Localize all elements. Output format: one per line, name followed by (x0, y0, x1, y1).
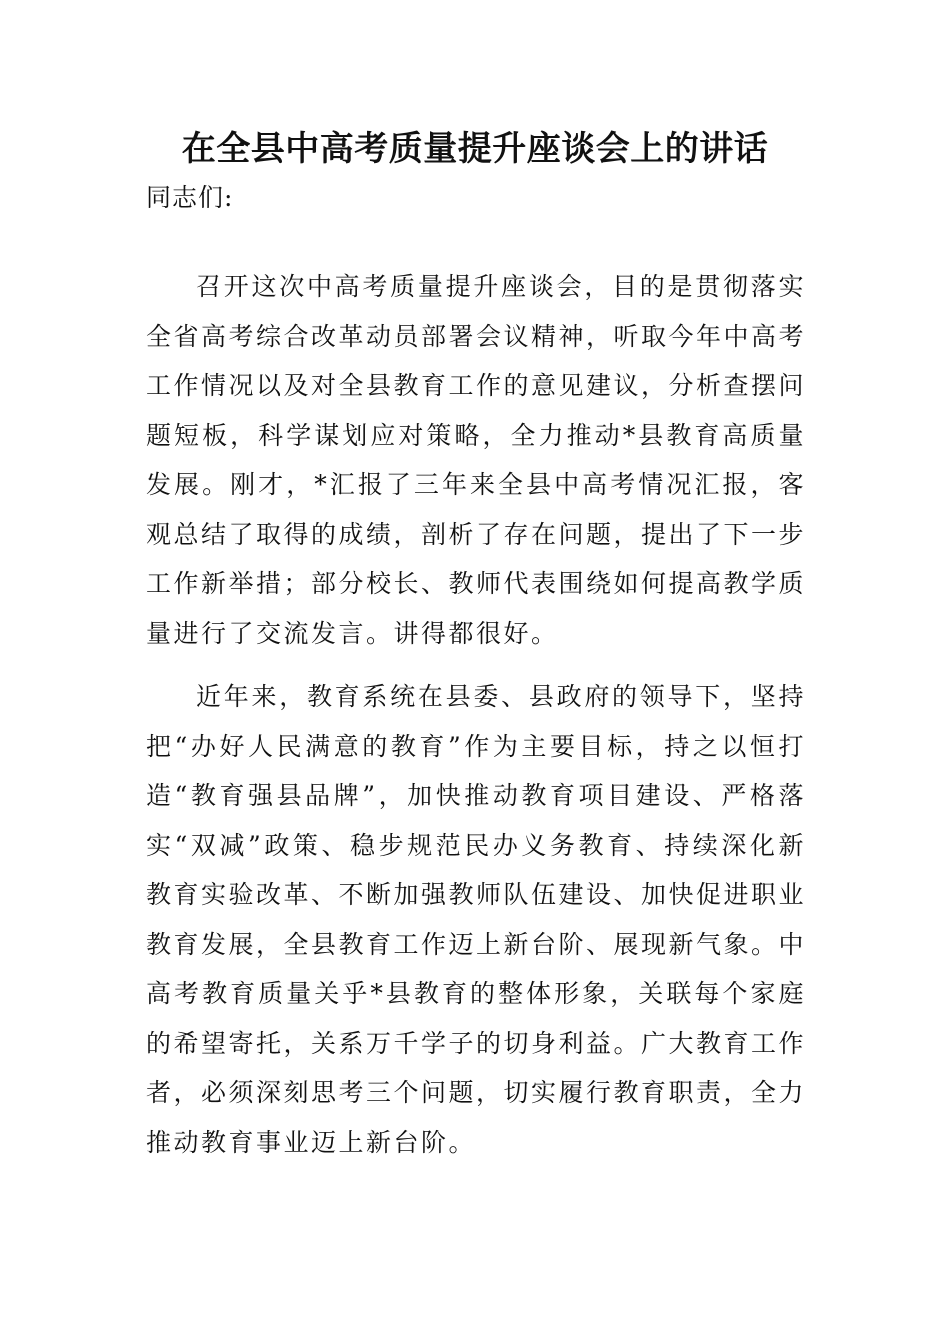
paragraph-1: 召开这次中高考质量提升座谈会，目的是贯彻落实全省高考综合改革动员部署会议精神，听取今年中高考工作情况以及对全县教育工作的意见建议，分析查摆问题短板，科学谋划应对策略，全力推动*县教育高质量发展。刚才，*汇报了三年来全县中高考情况汇报，客观总结了取得的成绩，剖析了存在问题，提出了下一步工作新举措；部分校长、教师代表围绕如何提高教学质量进行了交流发言。讲得都很好。 (146, 272, 807, 648)
document-title: 在全县中高考质量提升座谈会上的讲话 (181, 129, 769, 169)
salutation: 同志们: (146, 183, 234, 212)
paragraph-2: 近年来，教育系统在县委、县政府的领导下，坚持把“办好人民满意的教育”作为主要目标，持之以恒打造“教育强县品牌”，加快推动教育项目建设、严格落实“双减”政策、稳步规范民办义务教育、持续深化新教育实验改革、不断加强教师队伍建设、加快促进职业教育发展，全县教育工作迈上新台阶、展现新气象。中高考教育质量关乎*县教育的整体形象，关联每个家庭的希望寄托，关系万千学子的切身利益。广大教育工作者，必须深刻思考三个问题，切实履行教育职责，全力推动教育事业迈上新台阶。 (146, 682, 807, 1157)
